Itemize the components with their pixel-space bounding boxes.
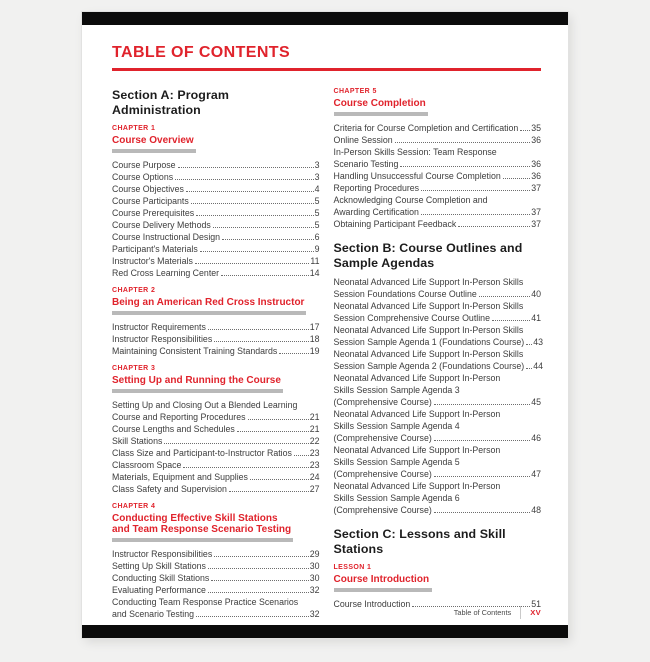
toc-entry[interactable] <box>112 207 320 219</box>
entry-page-number: 37 <box>531 207 541 217</box>
entry-label: Online Session <box>333 135 393 145</box>
toc-entry[interactable] <box>112 255 320 267</box>
entry-last-line <box>334 432 542 444</box>
section-heading <box>334 241 542 270</box>
toc-entry-list <box>112 399 320 495</box>
entry-page-number: 3 <box>314 160 320 170</box>
title-rule-divider <box>112 68 541 71</box>
entry-label-line: Neonatal Advanced Life Support In-Person Skills <box>333 301 524 311</box>
entry-last-line <box>334 468 542 480</box>
bottom-binding-bar <box>82 625 568 638</box>
toc-entry[interactable] <box>112 471 320 483</box>
leader-dots <box>421 214 530 215</box>
entry-page-number: 47 <box>531 469 541 479</box>
entry-label-line: Neonatal Advanced Life Support In-Person Skills <box>333 349 524 359</box>
toc-entry[interactable] <box>112 435 320 447</box>
toc-entry[interactable] <box>112 231 320 243</box>
chapter-eyebrow: LESSON 1 <box>333 564 372 571</box>
entry-page-number: 30 <box>309 561 320 571</box>
toc-entry-list <box>334 276 542 516</box>
entry-page-number: 27 <box>309 484 320 494</box>
chapter-title-line <box>112 524 320 535</box>
toc-column-left <box>112 88 320 620</box>
entry-page-number: 36 <box>531 135 541 145</box>
leader-dots <box>250 479 309 480</box>
entry-label: Conducting Skill Stations <box>112 573 210 583</box>
entry-label-line: Neonatal Advanced Life Support In-Person Skills <box>333 277 524 287</box>
entry-last-line <box>334 312 542 324</box>
chapter-title <box>112 135 320 146</box>
toc-entry[interactable] <box>112 243 320 255</box>
entry-page-number: 3 <box>314 172 320 182</box>
entry-label: (Comprehensive Course) <box>333 469 432 479</box>
toc-columns <box>112 88 544 620</box>
chapter-title-text: Being an American Red Cross Instructor <box>112 297 305 308</box>
entry-label: Course Instructional Design <box>112 232 221 242</box>
entry-page-number: 19 <box>309 346 320 356</box>
entry-page-number: 24 <box>309 472 320 482</box>
entry-last-line <box>112 159 320 171</box>
page-title: TABLE OF CONTENTS <box>112 44 291 61</box>
leader-dots <box>434 512 530 513</box>
chapter-underline-bar <box>112 389 283 393</box>
chapter-title-text: Setting Up and Running the Course <box>112 375 281 386</box>
leader-dots <box>213 227 314 228</box>
leader-dots <box>195 263 309 264</box>
entry-last-line <box>112 447 320 459</box>
chapter-eyebrow: CHAPTER 5 <box>333 88 377 95</box>
leader-dots <box>248 419 309 420</box>
toc-entry-list <box>334 122 542 230</box>
entry-label: Instructor's Materials <box>112 256 193 266</box>
chapter-eyebrow: CHAPTER 3 <box>112 365 156 372</box>
toc-entry[interactable] <box>112 447 320 459</box>
chapter-block <box>334 88 542 230</box>
chapter-block <box>334 564 542 610</box>
entry-page-number: 51 <box>531 599 541 609</box>
footer-section-label: Table of Contents <box>453 608 512 617</box>
entry-label: Session Foundations Course Outline <box>333 289 477 299</box>
leader-dots <box>294 455 309 456</box>
chapter-title-text: and Team Response Scenario Testing <box>112 524 292 535</box>
leader-dots <box>214 556 308 557</box>
entry-label: Course Objectives <box>112 184 184 194</box>
section-heading-line: Section C: Lessons and Skill Stations <box>333 527 506 556</box>
toc-entry[interactable] <box>334 444 542 480</box>
entry-page-number: 5 <box>314 196 320 206</box>
entry-last-line <box>112 548 320 560</box>
entry-last-line <box>112 171 320 183</box>
chapter-title-text: Course Completion <box>333 98 426 109</box>
toc-entry[interactable] <box>112 548 320 560</box>
leader-dots <box>492 320 530 321</box>
leader-dots <box>520 130 530 131</box>
leader-dots <box>221 275 309 276</box>
toc-entry[interactable] <box>112 399 320 423</box>
entry-page-number: 6 <box>314 232 320 242</box>
toc-entry[interactable] <box>334 348 542 372</box>
entry-page-number: 30 <box>309 573 320 583</box>
toc-entry[interactable] <box>112 219 320 231</box>
leader-dots <box>434 404 530 405</box>
entry-label: Classroom Space <box>112 460 182 470</box>
toc-entry[interactable] <box>112 560 320 572</box>
leader-dots <box>196 215 313 216</box>
entry-page-number: 11 <box>310 256 320 266</box>
entry-label: Session Comprehensive Course Outline <box>333 313 490 323</box>
entry-label: Reporting Procedures <box>333 183 420 193</box>
entry-page-number: 35 <box>531 123 541 133</box>
entry-page-number: 37 <box>531 219 541 229</box>
toc-entry[interactable] <box>334 194 542 218</box>
toc-entry-list <box>112 548 320 620</box>
toc-entry[interactable] <box>334 122 542 134</box>
entry-label: Maintaining Consistent Training Standards <box>112 346 278 356</box>
entry-page-number: 18 <box>309 334 320 344</box>
entry-page-number: 40 <box>531 289 541 299</box>
leader-dots <box>279 353 308 354</box>
leader-dots <box>208 329 309 330</box>
entry-page-number: 5 <box>314 220 320 230</box>
entry-label-line: Setting Up and Closing Out a Blended Learning <box>112 400 298 410</box>
chapter-underline-bar <box>112 538 293 542</box>
leader-dots <box>208 592 309 593</box>
leader-dots <box>208 568 309 569</box>
leader-dots <box>186 191 314 192</box>
leader-dots <box>458 226 530 227</box>
leader-dots <box>400 166 530 167</box>
entry-last-line <box>112 435 320 447</box>
entry-label-line: Neonatal Advanced Life Support In-Person Skills <box>333 325 524 335</box>
entry-label-line: Conducting Team Response Practice Scenarios <box>112 597 299 607</box>
entry-page-number: 29 <box>309 549 320 559</box>
toc-entry[interactable] <box>112 459 320 471</box>
entry-label: Course Delivery Methods <box>112 220 211 230</box>
toc-entry[interactable] <box>112 267 320 279</box>
entry-last-line <box>334 182 542 194</box>
entry-page-number: 32 <box>309 585 320 595</box>
entry-page-number: 46 <box>531 433 541 443</box>
toc-entry[interactable] <box>112 195 320 207</box>
entry-last-line <box>112 231 320 243</box>
section-heading <box>334 527 542 556</box>
entry-label: Session Sample Agenda 2 (Foundations Course) <box>333 361 525 371</box>
entry-label: Red Cross Learning Center <box>112 268 220 278</box>
entry-label: Scenario Testing <box>333 159 399 169</box>
entry-label: Course and Reporting Procedures <box>112 412 246 422</box>
entry-last-line <box>112 255 320 267</box>
entry-last-line <box>112 584 320 596</box>
entry-label: Instructor Requirements <box>112 322 206 332</box>
entry-label: Awarding Certification <box>333 207 419 217</box>
chapter-title <box>112 375 320 386</box>
chapter-block <box>112 287 320 357</box>
entry-page-number: 21 <box>309 424 320 434</box>
entry-page-number: 4 <box>314 184 320 194</box>
chapter-eyebrow: CHAPTER 2 <box>112 287 156 294</box>
entry-page-number: 9 <box>314 244 320 254</box>
entry-label-line: Acknowledging Course Completion and <box>333 195 488 205</box>
entry-last-line <box>112 243 320 255</box>
toc-entry[interactable] <box>334 146 542 170</box>
toc-entry[interactable] <box>112 333 320 345</box>
document-page <box>82 12 568 638</box>
leader-dots <box>237 431 309 432</box>
toc-entry[interactable] <box>112 183 320 195</box>
entry-label: Setting Up Skill Stations <box>112 561 206 571</box>
entry-label: (Comprehensive Course) <box>333 397 432 407</box>
footer-page-number: XV <box>530 608 541 617</box>
entry-last-line <box>112 423 320 435</box>
toc-entry[interactable] <box>112 596 320 620</box>
chapter-title-line <box>334 98 542 109</box>
chapter-title <box>334 574 542 585</box>
toc-entry[interactable] <box>112 321 320 333</box>
entry-label: Evaluating Performance <box>112 585 206 595</box>
section-heading <box>112 88 320 117</box>
chapter-block <box>112 503 320 620</box>
toc-entry[interactable] <box>334 218 542 230</box>
toc-column-right <box>334 88 542 620</box>
chapter-title-line <box>112 297 320 308</box>
toc-entry[interactable] <box>112 584 320 596</box>
entry-last-line <box>112 560 320 572</box>
leader-dots <box>183 467 308 468</box>
chapter-title-text: Course Introduction <box>333 574 430 585</box>
entry-last-line <box>112 345 320 357</box>
entry-last-line <box>112 207 320 219</box>
entry-last-line <box>334 170 542 182</box>
entry-label: Skill Stations <box>112 436 163 446</box>
entry-label-line: Neonatal Advanced Life Support In-Person <box>333 373 501 383</box>
entry-label: and Scenario Testing <box>112 609 194 619</box>
entry-last-line <box>334 288 542 300</box>
entry-last-line <box>334 360 542 372</box>
entry-label: Instructor Responsibilities <box>112 549 213 559</box>
entry-last-line <box>112 459 320 471</box>
leader-dots <box>178 167 314 168</box>
toc-entry[interactable] <box>334 300 542 324</box>
chapter-block <box>112 125 320 279</box>
chapter-title-text: Conducting Effective Skill Stations <box>112 513 278 524</box>
chapter-title-line <box>112 135 320 146</box>
entry-page-number: 21 <box>309 412 320 422</box>
entry-page-number: 22 <box>309 436 320 446</box>
entry-last-line <box>112 219 320 231</box>
entry-last-line <box>334 134 542 146</box>
toc-entry[interactable] <box>112 159 320 171</box>
entry-last-line <box>112 572 320 584</box>
entry-page-number: 23 <box>309 448 320 458</box>
toc-entry-list <box>112 159 320 279</box>
toc-entry[interactable] <box>334 182 542 194</box>
entry-page-number: 32 <box>309 609 320 619</box>
entry-label: (Comprehensive Course) <box>333 433 432 443</box>
leader-dots <box>434 440 530 441</box>
entry-last-line <box>334 218 542 230</box>
leader-dots <box>164 443 308 444</box>
entry-label-line: Skills Session Sample Agenda 6 <box>333 493 460 503</box>
entry-last-line <box>112 195 320 207</box>
leader-dots <box>214 341 308 342</box>
chapter-underline-bar <box>334 588 432 592</box>
entry-label-line: Neonatal Advanced Life Support In-Person <box>333 481 501 491</box>
chapter-block <box>112 365 320 495</box>
entry-page-number: 37 <box>531 183 541 193</box>
chapter-underline-bar <box>334 112 428 116</box>
leader-dots <box>211 580 308 581</box>
entry-label-line: Skills Session Sample Agenda 3 <box>333 385 460 395</box>
entry-page-number: 45 <box>531 397 541 407</box>
chapter-title-line <box>334 574 542 585</box>
entry-label: Course Purpose <box>112 160 176 170</box>
page-content <box>112 25 544 620</box>
toc-entry[interactable] <box>334 170 542 182</box>
entry-page-number: 44 <box>533 361 544 371</box>
section-heading-line: Section B: Course Outlines and <box>333 241 523 255</box>
entry-last-line <box>334 396 542 408</box>
chapter-title <box>334 98 542 109</box>
entry-label: Course Participants <box>112 196 189 206</box>
entry-last-line <box>112 267 320 279</box>
chapter-title-line <box>112 513 320 524</box>
entry-label-line: Skills Session Sample Agenda 5 <box>333 457 460 467</box>
entry-last-line <box>112 333 320 345</box>
toc-entry-list <box>112 321 320 357</box>
chapter-title <box>112 513 320 535</box>
entry-label: Course Prerequisites <box>112 208 195 218</box>
leader-dots <box>229 491 309 492</box>
entry-label-line: In-Person Skills Session: Team Response <box>333 147 497 157</box>
entry-last-line <box>112 411 320 423</box>
footer-divider <box>520 606 521 619</box>
toc-entry[interactable] <box>112 423 320 435</box>
entry-label: Participant's Materials <box>112 244 198 254</box>
entry-label: Materials, Equipment and Supplies <box>112 472 248 482</box>
toc-entry[interactable] <box>112 345 320 357</box>
entry-page-number: 14 <box>309 268 320 278</box>
entry-last-line <box>334 504 542 516</box>
entry-last-line <box>334 206 542 218</box>
entry-page-number: 17 <box>309 322 320 332</box>
leader-dots <box>175 179 313 180</box>
entry-label: Session Sample Agenda 1 (Foundations Course) <box>333 337 525 347</box>
section-heading-line: Sample Agendas <box>333 255 435 270</box>
toc-entry[interactable] <box>112 171 320 183</box>
entry-page-number: 41 <box>531 313 541 323</box>
entry-label-line: Skills Session Sample Agenda 4 <box>333 421 460 431</box>
entry-label: Obtaining Participant Feedback <box>333 219 457 229</box>
leader-dots <box>479 296 530 297</box>
entry-page-number: 43 <box>533 337 544 347</box>
toc-entry[interactable] <box>334 408 542 444</box>
entry-page-number: 48 <box>531 505 541 515</box>
chapter-title-line <box>112 375 320 386</box>
entry-label: Handling Unsuccessful Course Completion <box>333 171 501 181</box>
entry-last-line <box>112 471 320 483</box>
leader-dots <box>191 203 314 204</box>
chapter-title-text: Course Overview <box>112 135 194 146</box>
entry-label: (Comprehensive Course) <box>333 505 432 515</box>
chapter-eyebrow: CHAPTER 4 <box>112 503 156 510</box>
entry-label-line: Neonatal Advanced Life Support In-Person <box>333 445 501 455</box>
entry-label: Class Safety and Supervision <box>112 484 227 494</box>
toc-entry[interactable] <box>334 480 542 516</box>
entry-page-number: 5 <box>314 208 320 218</box>
toc-entry[interactable] <box>334 134 542 146</box>
entry-label-line: Neonatal Advanced Life Support In-Person <box>333 409 501 419</box>
leader-dots <box>526 368 532 369</box>
leader-dots <box>434 476 530 477</box>
chapter-eyebrow: CHAPTER 1 <box>112 125 156 132</box>
leader-dots <box>222 239 314 240</box>
entry-label: Course Introduction <box>333 599 411 609</box>
entry-label: Course Lengths and Schedules <box>112 424 235 434</box>
entry-last-line <box>112 608 320 620</box>
entry-last-line <box>112 183 320 195</box>
page-footer <box>454 606 541 619</box>
leader-dots <box>196 616 309 617</box>
toc-entry[interactable] <box>334 276 542 300</box>
entry-label: Class Size and Participant-to-Instructor Ratios <box>112 448 292 458</box>
entry-last-line <box>334 336 542 348</box>
entry-label: Instructor Responsibilities <box>112 334 213 344</box>
chapter-title <box>112 297 320 308</box>
entry-last-line <box>112 321 320 333</box>
entry-last-line <box>334 158 542 170</box>
entry-last-line <box>334 122 542 134</box>
top-binding-bar <box>82 12 568 25</box>
section-heading-line: Section A: Program Administration <box>112 88 230 117</box>
leader-dots <box>395 142 531 143</box>
leader-dots <box>200 251 314 252</box>
toc-entry[interactable] <box>112 483 320 495</box>
toc-entry[interactable] <box>334 324 542 348</box>
leader-dots <box>421 190 530 191</box>
entry-page-number: 36 <box>531 171 541 181</box>
entry-label: Criteria for Course Completion and Certification <box>333 123 519 133</box>
entry-label: Course Options <box>112 172 174 182</box>
entry-last-line <box>112 483 320 495</box>
toc-entry[interactable] <box>334 372 542 408</box>
leader-dots <box>526 344 532 345</box>
chapter-underline-bar <box>112 149 196 153</box>
toc-entry[interactable] <box>112 572 320 584</box>
leader-dots <box>503 178 530 179</box>
entry-page-number: 36 <box>531 159 541 169</box>
entry-page-number: 23 <box>309 460 320 470</box>
chapter-underline-bar <box>112 311 306 315</box>
